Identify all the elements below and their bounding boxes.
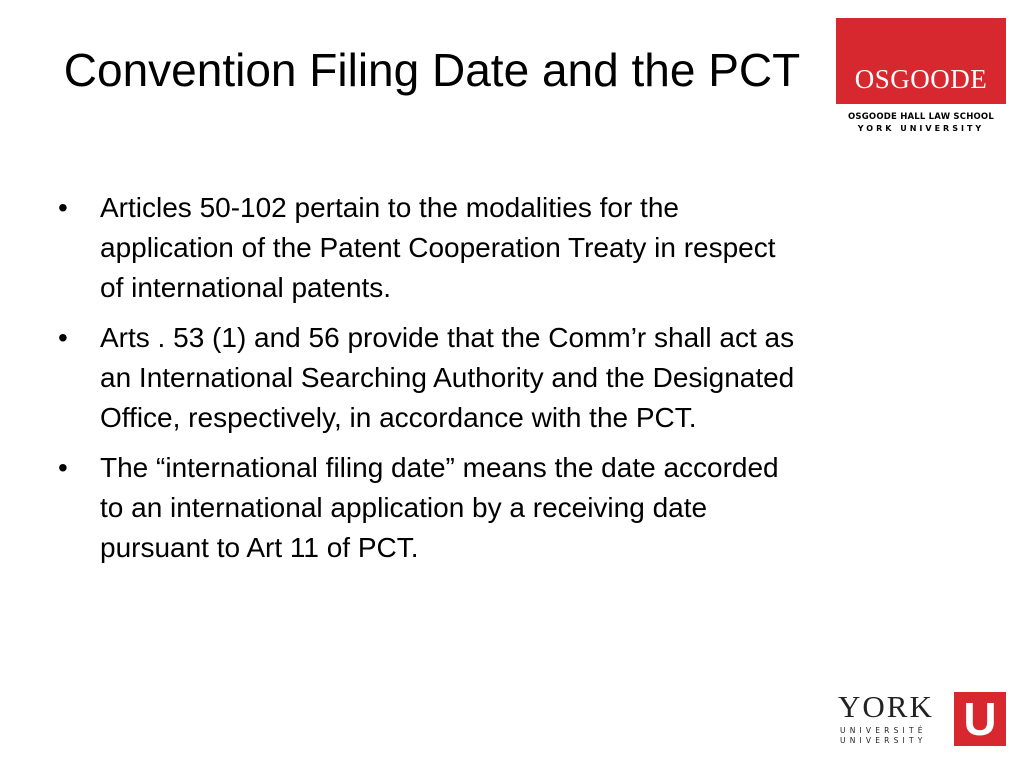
york-subtitle-french: UNIVERSITÉ xyxy=(840,726,927,735)
osgoode-wordmark: OSGOODE xyxy=(854,64,988,94)
bullet-text: The “international filing date” means the date accorded to an international application by a receiving date pursuant to Art 11 of PCT. xyxy=(100,452,779,563)
bullet-icon: • xyxy=(58,192,68,223)
york-u-glyph: U xyxy=(963,693,997,745)
osgoode-subtitle-school: OSGOODE HALL LAW SCHOOL xyxy=(848,112,994,122)
bullet-text: Articles 50-102 pertain to the modalities for the application of the Patent Cooperation Treaty in respect of international patents. xyxy=(100,192,776,303)
bullet-list xyxy=(56,188,796,578)
osgoode-subtitle-university: YORK UNIVERSITY xyxy=(857,124,985,133)
york-u-mark-icon xyxy=(954,692,1006,746)
bullet-item xyxy=(56,318,796,438)
osgoode-logo xyxy=(836,18,1006,138)
york-wordmark: YORK xyxy=(838,689,934,724)
bullet-icon: • xyxy=(58,452,68,483)
slide-title: Convention Filing Date and the PCT xyxy=(63,44,801,96)
bullet-item xyxy=(56,188,796,308)
york-university-logo xyxy=(838,690,1008,748)
bullet-icon: • xyxy=(58,322,68,353)
york-subtitle-english: UNIVERSITY xyxy=(840,736,927,745)
bullet-text: Arts . 53 (1) and 56 provide that the Comm’r shall act as an International Searching Authority and the Designated Office, respectively, in accordance with the PCT. xyxy=(100,322,795,433)
bullet-item xyxy=(56,448,796,568)
